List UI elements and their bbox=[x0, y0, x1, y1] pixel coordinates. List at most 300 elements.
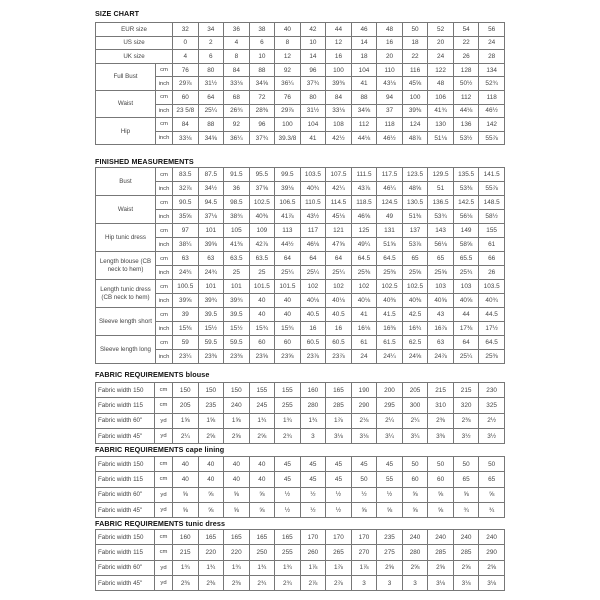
table-cell: 16 bbox=[326, 50, 352, 64]
table-cell: 50 bbox=[402, 23, 428, 37]
table-cell: 1⅞ bbox=[326, 560, 352, 575]
measure-label: Sleeve length long bbox=[96, 336, 156, 364]
table-cell: 24 bbox=[428, 50, 454, 64]
table-cell: 29⅞ bbox=[275, 104, 301, 118]
table-cell: 97 bbox=[173, 224, 199, 238]
table-cell: 137 bbox=[402, 224, 428, 238]
table-cell: 114.5 bbox=[326, 196, 352, 210]
table-cell: 16¾ bbox=[402, 322, 428, 336]
table-cell: 23 5/8 bbox=[173, 104, 199, 118]
table-cell: 40⅜ bbox=[402, 294, 428, 308]
table-cell: 16 bbox=[326, 322, 352, 336]
table-cell: 84 bbox=[326, 90, 352, 104]
table-row bbox=[96, 168, 505, 182]
table-cell: 2⅜ bbox=[428, 413, 454, 428]
table-cell: 106 bbox=[428, 90, 454, 104]
table-cell: 165 bbox=[198, 530, 224, 545]
table-cell: 48⅞ bbox=[402, 131, 428, 145]
unit-label: inch bbox=[156, 322, 173, 336]
table-cell: 190 bbox=[351, 383, 377, 398]
table-cell: 39⅜ bbox=[402, 104, 428, 118]
table-cell: 104 bbox=[300, 118, 326, 132]
table-cell: 65 bbox=[402, 252, 428, 266]
unit-label: inch bbox=[156, 266, 173, 280]
table-cell: 84 bbox=[173, 118, 199, 132]
table-cell: 23¼ bbox=[173, 350, 199, 364]
table-cell: 102.5 bbox=[249, 196, 275, 210]
table-cell: 76 bbox=[173, 63, 199, 77]
table-cell: 83.5 bbox=[173, 168, 199, 182]
table-cell: 25¼ bbox=[453, 350, 479, 364]
table-cell: 230 bbox=[479, 383, 505, 398]
table-cell: 170 bbox=[326, 530, 352, 545]
fabric-width-label: Fabric width 60" bbox=[96, 413, 155, 428]
table-cell: 40 bbox=[275, 294, 301, 308]
table-cell: 92 bbox=[275, 63, 301, 77]
unit-label: yd bbox=[155, 560, 173, 575]
table-cell: 40⅛ bbox=[300, 294, 326, 308]
table-row bbox=[96, 280, 505, 294]
table-cell: 2⅝ bbox=[428, 560, 454, 575]
table-cell: 63 bbox=[428, 336, 454, 350]
fabric-blouse-table bbox=[95, 382, 505, 444]
table-cell: 34½ bbox=[198, 182, 224, 196]
table-cell: 25⅜ bbox=[351, 266, 377, 280]
table-cell: 95.5 bbox=[249, 168, 275, 182]
table-cell: 12 bbox=[275, 50, 301, 64]
table-cell: 63 bbox=[173, 252, 199, 266]
table-cell: 51 bbox=[428, 182, 454, 196]
table-row bbox=[96, 252, 505, 266]
table-cell: ⅝ bbox=[402, 502, 428, 517]
fabric-width-label: Fabric width 115 bbox=[96, 398, 155, 413]
table-cell: 2⅛ bbox=[351, 413, 377, 428]
table-cell: 124.5 bbox=[377, 196, 403, 210]
table-row bbox=[96, 224, 505, 238]
table-cell: 72 bbox=[249, 90, 275, 104]
unit-label: cm bbox=[156, 308, 173, 322]
table-cell: 220 bbox=[198, 545, 224, 560]
table-cell: 15½ bbox=[224, 322, 250, 336]
table-cell: 54 bbox=[453, 23, 479, 37]
table-cell: 53⅜ bbox=[453, 182, 479, 196]
table-cell: ⅝ bbox=[402, 487, 428, 502]
fabric-cape-lining-table bbox=[95, 456, 505, 518]
table-cell: 34⅝ bbox=[351, 104, 377, 118]
table-cell: 265 bbox=[326, 545, 352, 560]
table-cell: 37¾ bbox=[300, 77, 326, 91]
table-cell: 40⅜ bbox=[377, 294, 403, 308]
table-cell: 130 bbox=[428, 118, 454, 132]
table-cell: 109 bbox=[249, 224, 275, 238]
table-cell: 130.5 bbox=[402, 196, 428, 210]
table-cell: 3⅛ bbox=[428, 575, 454, 590]
table-cell: ¾ bbox=[479, 502, 505, 517]
table-cell: 240 bbox=[224, 398, 250, 413]
table-cell: 1⅞ bbox=[300, 560, 326, 575]
table-cell: 22 bbox=[402, 50, 428, 64]
size-row bbox=[96, 36, 505, 50]
table-cell: 18 bbox=[351, 50, 377, 64]
table-cell: 88 bbox=[249, 63, 275, 77]
table-row bbox=[96, 322, 505, 336]
table-cell: 6 bbox=[198, 50, 224, 64]
table-cell: 2⅜ bbox=[224, 575, 250, 590]
table-cell: 40 bbox=[173, 457, 199, 472]
table-cell: 102 bbox=[300, 280, 326, 294]
table-cell: 61 bbox=[479, 238, 505, 252]
table-cell: 40 bbox=[249, 457, 275, 472]
table-row bbox=[96, 238, 505, 252]
table-cell: 25⅝ bbox=[428, 266, 454, 280]
table-cell: 44½ bbox=[275, 238, 301, 252]
table-cell: 98.5 bbox=[224, 196, 250, 210]
table-cell: 25¼ bbox=[326, 266, 352, 280]
table-cell: 52 bbox=[428, 23, 454, 37]
table-cell: 64 bbox=[326, 252, 352, 266]
unit-label: cm bbox=[156, 196, 173, 210]
table-cell: 58½ bbox=[479, 210, 505, 224]
table-cell: 60 bbox=[402, 472, 428, 487]
table-row bbox=[96, 398, 505, 413]
table-cell: 45 bbox=[326, 457, 352, 472]
table-cell: 24¾ bbox=[198, 266, 224, 280]
table-cell: 61 bbox=[351, 336, 377, 350]
table-cell: 23⅜ bbox=[198, 350, 224, 364]
table-cell: 165 bbox=[275, 530, 301, 545]
table-cell: 65 bbox=[428, 252, 454, 266]
table-cell: 245 bbox=[249, 398, 275, 413]
table-cell: 0 bbox=[173, 36, 199, 50]
table-cell: 38¼ bbox=[173, 238, 199, 252]
table-cell: ⅝ bbox=[198, 487, 224, 502]
table-cell: 2⅝ bbox=[249, 428, 275, 443]
fabric-width-label: Fabric width 45" bbox=[96, 502, 155, 517]
table-cell: 16⅛ bbox=[351, 322, 377, 336]
table-cell: 40 bbox=[249, 308, 275, 322]
table-cell: 53⅞ bbox=[402, 238, 428, 252]
table-cell: 101 bbox=[198, 224, 224, 238]
table-cell: 60.5 bbox=[300, 336, 326, 350]
table-cell: 28 bbox=[479, 50, 505, 64]
table-cell: 39¾ bbox=[198, 294, 224, 308]
table-row bbox=[96, 457, 505, 472]
table-cell: 48 bbox=[428, 77, 454, 91]
unit-label: cm bbox=[156, 224, 173, 238]
table-cell: 290 bbox=[479, 545, 505, 560]
table-cell: 50 bbox=[428, 457, 454, 472]
unit-label: inch bbox=[156, 131, 173, 145]
table-row bbox=[96, 383, 505, 398]
table-cell: 100 bbox=[275, 118, 301, 132]
table-cell: 285 bbox=[453, 545, 479, 560]
table-cell: 39⅛ bbox=[275, 182, 301, 196]
table-cell: 41⅞ bbox=[275, 210, 301, 224]
unit-label: cm bbox=[156, 90, 173, 104]
unit-label: yd bbox=[155, 502, 173, 517]
table-cell: 23⅞ bbox=[326, 350, 352, 364]
table-cell: 94.5 bbox=[198, 196, 224, 210]
table-row bbox=[96, 428, 505, 443]
size-chart-title: SIZE CHART bbox=[95, 9, 140, 18]
table-cell: 25¼ bbox=[198, 104, 224, 118]
table-cell: 28⅜ bbox=[249, 104, 275, 118]
table-cell: 53¾ bbox=[428, 210, 454, 224]
table-cell: 2⅞ bbox=[326, 575, 352, 590]
table-cell: 103 bbox=[428, 280, 454, 294]
table-cell: 165 bbox=[249, 530, 275, 545]
fabric-width-label: Fabric width 45" bbox=[96, 428, 155, 443]
table-cell: 1⅝ bbox=[224, 413, 250, 428]
table-row bbox=[96, 294, 505, 308]
table-cell: 3⅛ bbox=[453, 575, 479, 590]
fabric-tunic-dress-title: FABRIC REQUIREMENTS tunic dress bbox=[95, 519, 226, 528]
table-cell: 25 bbox=[224, 266, 250, 280]
table-cell: 39⅝ bbox=[198, 238, 224, 252]
table-cell: 64.5 bbox=[377, 252, 403, 266]
table-cell: 25¼ bbox=[300, 266, 326, 280]
table-cell: 76 bbox=[275, 90, 301, 104]
table-cell: 45 bbox=[300, 472, 326, 487]
fabric-width-label: Fabric width 60" bbox=[96, 487, 155, 502]
table-cell: 42⅞ bbox=[249, 238, 275, 252]
table-cell: 142.5 bbox=[453, 196, 479, 210]
table-cell: ⅝ bbox=[249, 487, 275, 502]
table-cell: 41 bbox=[351, 77, 377, 91]
table-cell: 2⅞ bbox=[300, 575, 326, 590]
table-cell: 45 bbox=[326, 472, 352, 487]
table-cell: 45⅝ bbox=[402, 77, 428, 91]
unit-label: inch bbox=[156, 182, 173, 196]
table-cell: 49¼ bbox=[351, 238, 377, 252]
table-cell: ⅝ bbox=[479, 487, 505, 502]
table-row bbox=[96, 77, 505, 91]
table-cell: 240 bbox=[402, 530, 428, 545]
table-row bbox=[96, 336, 505, 350]
table-cell: 10 bbox=[300, 36, 326, 50]
table-cell: 1⅞ bbox=[351, 560, 377, 575]
table-cell: 2¾ bbox=[249, 575, 275, 590]
table-cell: 42¼ bbox=[326, 182, 352, 196]
table-cell: 285 bbox=[326, 398, 352, 413]
table-cell: 101 bbox=[198, 280, 224, 294]
table-cell: 155 bbox=[275, 383, 301, 398]
table-cell: 65 bbox=[453, 472, 479, 487]
table-cell: 2⅝ bbox=[402, 560, 428, 575]
table-cell: 99.5 bbox=[275, 168, 301, 182]
table-cell: 88 bbox=[198, 118, 224, 132]
table-cell: 4 bbox=[224, 36, 250, 50]
table-cell: 150 bbox=[173, 383, 199, 398]
table-cell: 116 bbox=[402, 63, 428, 77]
table-cell: 65.5 bbox=[453, 252, 479, 266]
table-cell: 25 bbox=[249, 266, 275, 280]
table-cell: ⅝ bbox=[198, 502, 224, 517]
table-cell: 23⅞ bbox=[300, 350, 326, 364]
table-cell: 285 bbox=[428, 545, 454, 560]
table-cell: ⅝ bbox=[173, 487, 199, 502]
table-cell: 31½ bbox=[300, 104, 326, 118]
table-cell: 2¼ bbox=[377, 413, 403, 428]
table-cell: 215 bbox=[428, 383, 454, 398]
table-cell: 46¼ bbox=[377, 182, 403, 196]
table-cell: 2¼ bbox=[173, 428, 199, 443]
table-cell: 96 bbox=[300, 63, 326, 77]
table-cell: 255 bbox=[275, 398, 301, 413]
table-cell: 88 bbox=[351, 90, 377, 104]
table-row bbox=[96, 487, 505, 502]
table-row bbox=[96, 308, 505, 322]
table-row bbox=[96, 196, 505, 210]
table-cell: 63.5 bbox=[249, 252, 275, 266]
table-cell: 34 bbox=[198, 23, 224, 37]
table-cell: 40 bbox=[249, 472, 275, 487]
table-cell: 205 bbox=[402, 383, 428, 398]
table-cell: 45 bbox=[300, 457, 326, 472]
table-cell: 24⅞ bbox=[428, 350, 454, 364]
table-cell: 43⅞ bbox=[351, 182, 377, 196]
table-cell: 40⅜ bbox=[249, 210, 275, 224]
table-cell: 23⅝ bbox=[249, 350, 275, 364]
table-cell: 1¾ bbox=[300, 413, 326, 428]
table-cell: 16⅞ bbox=[428, 322, 454, 336]
table-cell: 37 bbox=[377, 104, 403, 118]
table-cell: 50 bbox=[453, 457, 479, 472]
table-cell: 15¾ bbox=[275, 322, 301, 336]
unit-label: cm bbox=[156, 280, 173, 294]
table-cell: 35⅝ bbox=[173, 210, 199, 224]
table-cell: 1¾ bbox=[275, 413, 301, 428]
table-cell: 80 bbox=[300, 90, 326, 104]
table-cell: 112 bbox=[453, 90, 479, 104]
table-cell: 23⅝ bbox=[275, 350, 301, 364]
table-cell: 94 bbox=[377, 90, 403, 104]
table-cell: 260 bbox=[300, 545, 326, 560]
table-cell: 53½ bbox=[453, 131, 479, 145]
table-cell: 55 bbox=[377, 472, 403, 487]
table-cell: 42 bbox=[300, 23, 326, 37]
measure-label: Hip tunic dress bbox=[96, 224, 156, 252]
table-cell: 24⅝ bbox=[402, 350, 428, 364]
table-cell: 55⅞ bbox=[479, 182, 505, 196]
table-cell: 135.5 bbox=[453, 168, 479, 182]
table-cell: 40 bbox=[198, 472, 224, 487]
table-cell: 56⅛ bbox=[428, 238, 454, 252]
table-cell: 38¾ bbox=[224, 210, 250, 224]
table-cell: 44⅛ bbox=[453, 104, 479, 118]
table-cell: 110.5 bbox=[300, 196, 326, 210]
table-cell: 42½ bbox=[326, 131, 352, 145]
table-cell: 46 bbox=[351, 23, 377, 37]
table-cell: 125 bbox=[351, 224, 377, 238]
table-cell: 40⅛ bbox=[351, 294, 377, 308]
table-cell: 29⅞ bbox=[173, 77, 199, 91]
table-row bbox=[96, 118, 505, 132]
measure-label: Bust bbox=[96, 168, 156, 196]
table-cell: ½ bbox=[300, 487, 326, 502]
table-cell: 68 bbox=[224, 90, 250, 104]
table-cell: 240 bbox=[428, 530, 454, 545]
table-cell: 40⅝ bbox=[453, 294, 479, 308]
table-cell: 290 bbox=[351, 398, 377, 413]
table-cell: 47⅝ bbox=[326, 238, 352, 252]
fabric-width-label: Fabric width 150 bbox=[96, 383, 155, 398]
table-cell: 32⅞ bbox=[173, 182, 199, 196]
table-cell: ⅝ bbox=[173, 502, 199, 517]
table-cell: 40 bbox=[224, 472, 250, 487]
fabric-blouse-title: FABRIC REQUIREMENTS blouse bbox=[95, 370, 210, 379]
table-cell: 61.5 bbox=[377, 336, 403, 350]
table-cell: 2⅜ bbox=[198, 575, 224, 590]
table-cell: 51⅜ bbox=[402, 210, 428, 224]
table-cell: 101.5 bbox=[275, 280, 301, 294]
table-cell: 40¾ bbox=[300, 182, 326, 196]
measure-label: Waist bbox=[96, 90, 156, 117]
unit-label: cm bbox=[156, 63, 173, 77]
table-cell: 105 bbox=[224, 224, 250, 238]
table-cell: 118.5 bbox=[351, 196, 377, 210]
unit-label: cm bbox=[155, 398, 173, 413]
table-cell: 50 bbox=[479, 457, 505, 472]
table-cell: 46½ bbox=[377, 131, 403, 145]
table-row bbox=[96, 530, 505, 545]
table-cell: 1¾ bbox=[275, 560, 301, 575]
table-cell: 24¾ bbox=[173, 266, 199, 280]
table-cell: 205 bbox=[173, 398, 199, 413]
finished-measurements-title: FINISHED MEASUREMENTS bbox=[95, 157, 194, 166]
table-cell: 124 bbox=[402, 118, 428, 132]
table-cell: 46⅛ bbox=[300, 238, 326, 252]
measure-label: Waist bbox=[96, 196, 156, 224]
table-cell: 36¼ bbox=[275, 77, 301, 91]
table-cell: 25¾ bbox=[453, 266, 479, 280]
table-cell: 1¾ bbox=[173, 560, 199, 575]
unit-label: cm bbox=[155, 383, 173, 398]
table-cell: 16 bbox=[300, 322, 326, 336]
table-cell: 50½ bbox=[453, 77, 479, 91]
table-cell: 62.5 bbox=[402, 336, 428, 350]
table-cell: 23⅜ bbox=[224, 350, 250, 364]
table-cell: 41 bbox=[351, 308, 377, 322]
table-cell: 42.5 bbox=[402, 308, 428, 322]
table-cell: 131 bbox=[377, 224, 403, 238]
table-cell: 103.5 bbox=[479, 280, 505, 294]
table-cell: 48 bbox=[377, 23, 403, 37]
table-cell: 32 bbox=[173, 23, 199, 37]
table-row bbox=[96, 131, 505, 145]
table-cell: 102.5 bbox=[402, 280, 428, 294]
fabric-width-label: Fabric width 45" bbox=[96, 575, 155, 590]
unit-label: inch bbox=[156, 294, 173, 308]
table-cell: 3⅛ bbox=[326, 428, 352, 443]
table-cell: 118 bbox=[377, 118, 403, 132]
table-cell: 2⅝ bbox=[453, 560, 479, 575]
table-cell: 2¾ bbox=[275, 575, 301, 590]
table-cell: 2⅝ bbox=[479, 560, 505, 575]
table-cell: 100 bbox=[326, 63, 352, 77]
table-cell: 320 bbox=[453, 398, 479, 413]
table-cell: 255 bbox=[275, 545, 301, 560]
table-cell: 1¾ bbox=[198, 560, 224, 575]
unit-label: cm bbox=[156, 118, 173, 132]
table-cell: 50 bbox=[351, 472, 377, 487]
table-cell: 10 bbox=[249, 50, 275, 64]
table-cell: 3⅛ bbox=[351, 428, 377, 443]
table-cell: 40.5 bbox=[326, 308, 352, 322]
measure-label: Sleeve length short bbox=[96, 308, 156, 336]
table-cell: 38 bbox=[249, 23, 275, 37]
unit-label: cm bbox=[156, 168, 173, 182]
